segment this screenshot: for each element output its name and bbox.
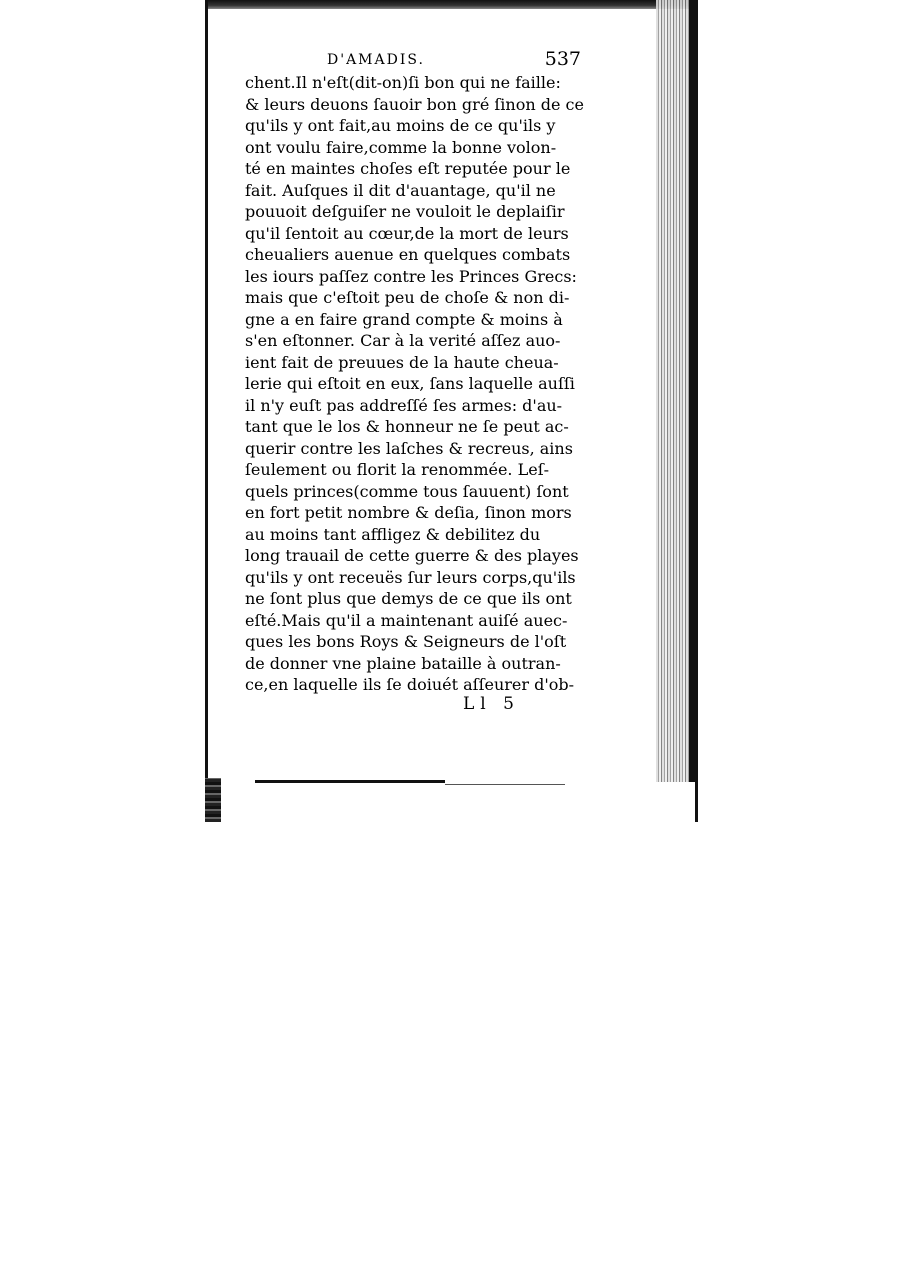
- text-line: de donner vne plaine bataille à outran-: [245, 653, 561, 673]
- text-line: ient fait de preuues de la haute cheua-: [245, 352, 559, 372]
- running-head: D'AMADIS.: [327, 52, 425, 68]
- text-line: mais que c'eſtoit peu de choſe & non di-: [245, 288, 570, 307]
- text-line: il n'y euſt pas addreſſé ſes armes: d'au-: [245, 395, 563, 415]
- text-line: chent.Il n'eſt(dit-on)ſi bon qui ne faille:: [245, 73, 561, 92]
- text-line: ont voulu faire,comme la bonne volon-: [245, 137, 557, 157]
- text-line: ce,en laquelle ils ſe doiuét aſſeurer d'ob-: [245, 675, 575, 694]
- text-line: s'en eſtonner. Car à la verité aſſez auo-: [245, 331, 561, 350]
- top-border: [205, 0, 698, 9]
- text-line: fait. Auſques il dit d'auantage, qu'il ne: [245, 180, 556, 200]
- text-line: tant que le los & honneur ne ſe peut ac-: [245, 417, 569, 436]
- bottom-rule-thin: [445, 784, 565, 785]
- text-line: ſeulement ou florit la renommée. Leſ-: [245, 460, 550, 479]
- text-line: ques les bons Roys & Seigneurs de l'oſt: [245, 632, 567, 651]
- text-line: querir contre les laſches & recreus, ains: [245, 438, 573, 458]
- scanned-page: [205, 0, 698, 822]
- text-line: cheualiers auenue en quelques combats: [245, 245, 571, 264]
- text-line: au moins tant affligez & debilitez du: [245, 524, 541, 544]
- page-number: 537: [544, 48, 581, 70]
- text-line: gne a en faire grand compte & moins à: [245, 309, 563, 329]
- right-border: [695, 782, 698, 822]
- text-line: qu'ils y ont receuës ſur leurs corps,qu'ils: [245, 567, 576, 587]
- book-spine-shadow: [689, 0, 698, 782]
- text-line: ne ſont plus que demys de ce que ils ont: [245, 589, 572, 608]
- text-line: eſté.Mais qu'il a maintenant auiſé auec-: [245, 610, 568, 630]
- scan-edge-mark: [205, 778, 221, 822]
- text-line: long trauail de cette guerre & des playes: [245, 546, 579, 565]
- left-border: [205, 0, 208, 822]
- bottom-rule: [255, 780, 445, 783]
- signature-mark: Ll 5: [463, 694, 520, 714]
- text-line: lerie qui eſtoit en eux, ſans laquelle auſſi: [245, 374, 575, 393]
- text-line: qu'il ſentoit au cœur,de la mort de leurs: [245, 223, 569, 243]
- text-line: & leurs deuons ſauoir bon gré ſinon de ce: [245, 94, 584, 114]
- text-line: té en maintes choſes eſt reputée pour le: [245, 159, 571, 178]
- text-line: qu'ils y ont fait,au moins de ce qu'ils y: [245, 116, 556, 135]
- body-text: [245, 72, 587, 702]
- text-line: pouuoit deſguiſer ne vouloit le deplaiſir: [245, 202, 565, 221]
- text-line: les iours paſſez contre les Princes Grecs:: [245, 266, 577, 286]
- text-line: quels princes(comme tous ſauuent) ſont: [245, 481, 569, 501]
- text-line: en fort petit nombre & deſia, ſinon mors: [245, 503, 572, 522]
